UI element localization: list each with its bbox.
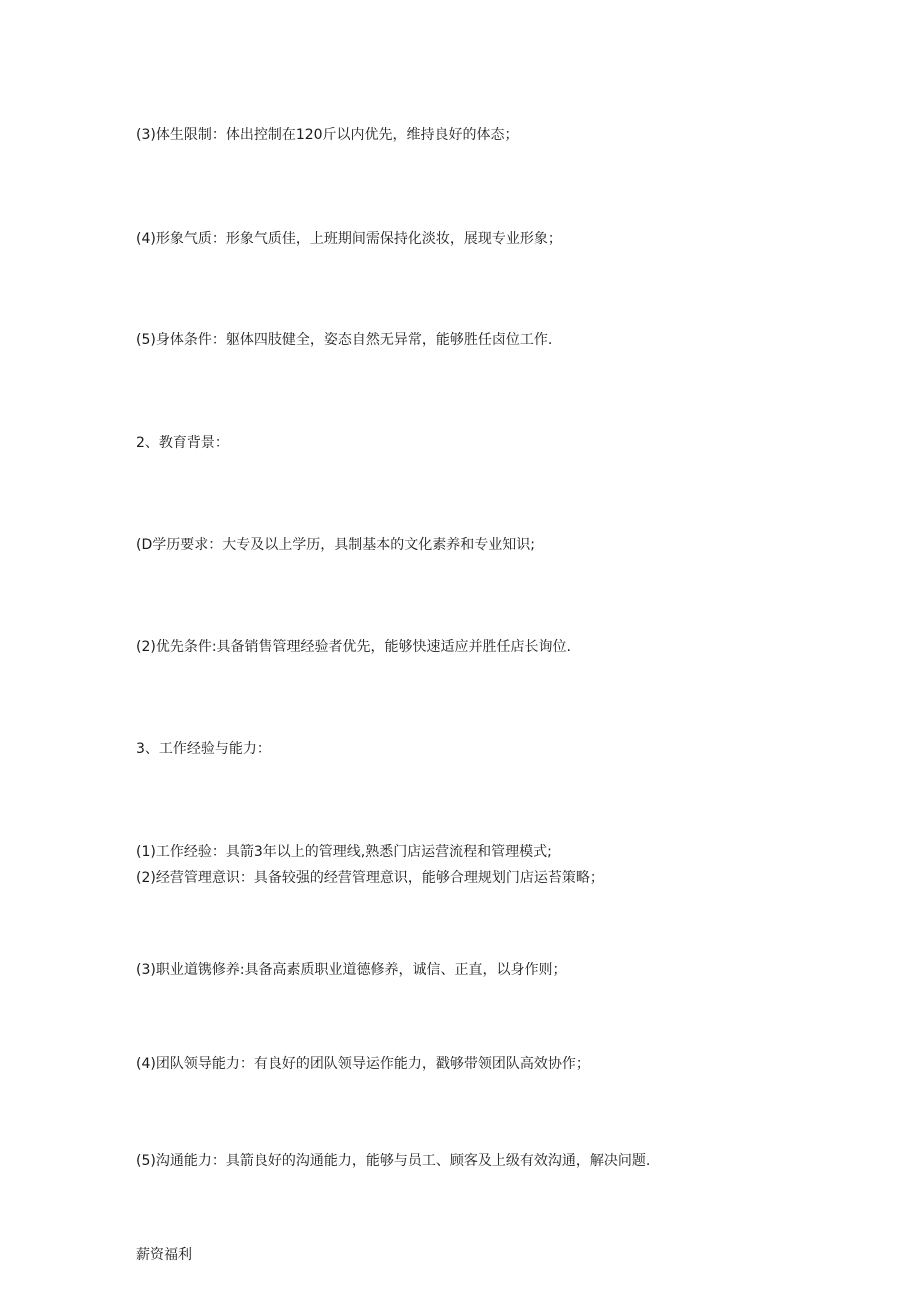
section-heading-education: 2、教育背景：: [136, 435, 229, 451]
section-heading-experience: 3、工作经验与能力：: [136, 741, 271, 757]
requirement-team-leadership: (4)团队领导能力：有良好的团队领导运作能力，戳够带领团队高效协作；: [136, 1056, 590, 1072]
requirement-work-experience: (1)工作经验：具箭3年以上的管理线,熟悉门店运营流程和管理模式;: [136, 844, 552, 860]
requirement-body-shape: (3)体生限制：体出控制在120斤以内优先，维持良好的体态；: [136, 127, 519, 143]
requirement-physical-condition: (5)身体条件：躯体四肢健全，姿态自然无异常，能够胜任卤位工作.: [136, 332, 553, 348]
section-heading-salary-benefits: 薪资福利: [136, 1247, 192, 1263]
requirement-appearance: (4)形象气质：形象气质佳，上班期间需保持化淡妆，展现专业形象；: [136, 231, 562, 247]
requirement-education-level: (D学历要求：大专及以上学历，具制基本的文化素养和专业知识;: [136, 537, 535, 553]
requirement-management-awareness: (2)经营管理意识：具备较强的经营管理意识，能够合理规划门店运苔策略；: [136, 870, 604, 886]
requirement-preferred-conditions: (2)优先条件:具备销售管理经验者优先，能够快速适应并胜任店长询位.: [136, 639, 571, 655]
requirement-professional-ethics: (3)职业道镌修养:具备高素质职业道德修养，诚信、正直，以身作则；: [136, 962, 567, 978]
requirement-communication: (5)沟通能力：具箭良好的沟通能力，能够与员工、顾客及上级有效沟通，解决问题.: [136, 1153, 651, 1169]
